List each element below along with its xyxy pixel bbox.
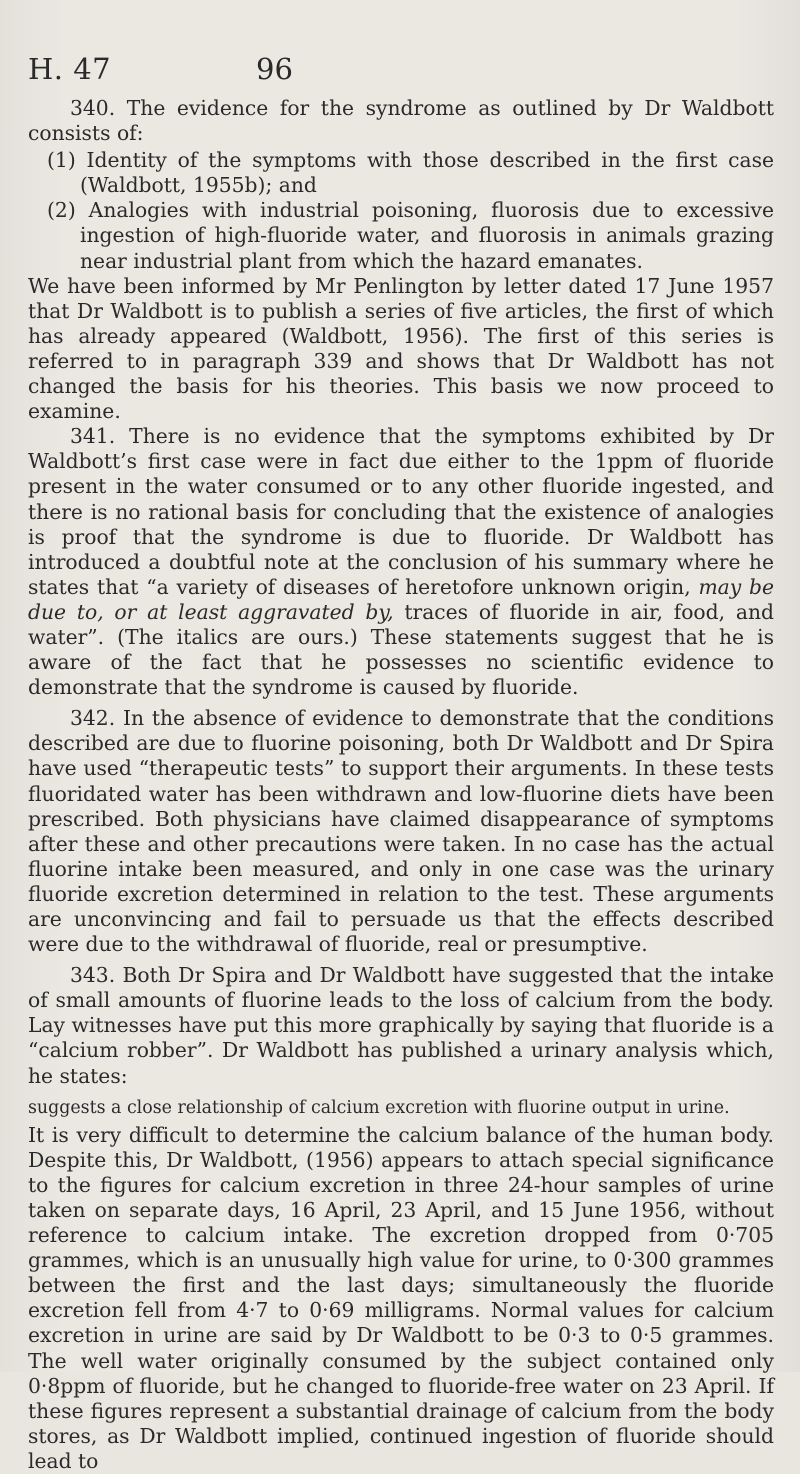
italic-emphasis: may be due to, or at least aggravated by, — [28, 574, 774, 624]
document-reference: H. 47 — [28, 52, 112, 86]
list-item: (2) Analogies with industrial poisoning, fluorosis due to excessive ingestion of high-fluoride water, and fluorosis in animals grazing near industrial plant from which the hazard emanates. — [47, 198, 774, 273]
paragraph-342: 342. In the absence of evidence to demonstrate that the conditions described are due to fluorine poisoning, both Dr Waldbott and Dr Spira have used “therapeutic tests” to support their arguments. In these tests fluoridated water has been withdrawn and low-fluorine diets have been prescribed. Both physicians have claimed disappearance of symptoms after these and other precautions were taken. In no case has the actual fluorine intake been measured, and only in one case was the urinary fluoride excretion determined in relation to the test. These arguments are unconvincing and fail to persuade us that the effects described were due to the withdrawal of fluoride, real or presumptive. — [28, 706, 774, 957]
paragraph-340-intro: 340. The evidence for the syndrome as outlined by Dr Waldbott consists of: — [28, 96, 774, 146]
page-number: 96 — [256, 52, 293, 86]
quoted-statement: suggests a close relationship of calcium excretion with fluorine output in urine. — [28, 1097, 730, 1118]
paragraph-341-part-a: 341. There is no evidence that the symptoms exhibited by Dr Waldbott’s first case were in fact due either to the 1ppm of fluoride present in the water consumed or to any other fluoride ingested, and there is no rational basis for concluding that the existence of analogies is proof that the syndrome is due to fluoride. Dr Waldbott has introduced a doubtful note at the conclusion of his summary where he states that “a variety of diseases of heretofore unknown origin, — [28, 424, 774, 599]
page-header — [28, 52, 772, 92]
list-item: (1) Identity of the symptoms with those described in the first case (Waldbott, 1955b); and — [47, 148, 774, 198]
body-text — [28, 96, 774, 1474]
paragraph-343-continued: It is very difficult to determine the calcium balance of the human body. Despite this, Dr Waldbott, (1956) appears to attach special significance to the figures for calcium excretion in three 24-hour samples of urine taken on separate days, 16 April, 23 April, and 15 June 1956, without reference to calcium intake. The excretion dropped from 0·705 grammes, which is an unusually high value for urine, to 0·300 grammes between the first and the last days; simultaneously the fluoride excretion fell from 4·7 to 0·69 milligrams. Normal values for calcium excretion in urine are said by Dr Waldbott to be 0·3 to 0·5 grammes. The well water originally consumed by the subject contained only 0·8ppm of fluoride, but he changed to fluoride-free water on 23 April. If these figures represent a substantial drainage of calcium from the body stores, as Dr Waldbott implied, continued ingestion of fluoride should lead to — [28, 1122, 774, 1473]
paragraph-340-continued: We have been informed by Mr Penlington by letter dated 17 June 1957 that Dr Waldbott is to publish a series of five articles, the first of which has already appeared (Waldbott, 1956). The first of this series is referred to in paragraph 339 and shows that Dr Waldbott has not changed the basis for his theories. This basis we now proceed to examine. — [28, 273, 774, 424]
paragraph-341 — [28, 424, 774, 700]
paragraph-341-part-b: traces of fluoride in air, food, and water”. (The italics are ours.) These statements suggest that he is aware of the fact that he possesses no scientific evidence to demonstrate that the syndrome is caused by fluoride. — [28, 599, 774, 700]
paragraph-343: 343. Both Dr Spira and Dr Waldbott have suggested that the intake of small amounts of fluorine leads to the loss of calcium from the body. Lay witnesses have put this more graphically by saying that fluoride is a “calcium robber”. Dr Waldbott has published a urinary analysis which, he states: — [28, 963, 774, 1088]
evidence-list — [28, 148, 774, 273]
